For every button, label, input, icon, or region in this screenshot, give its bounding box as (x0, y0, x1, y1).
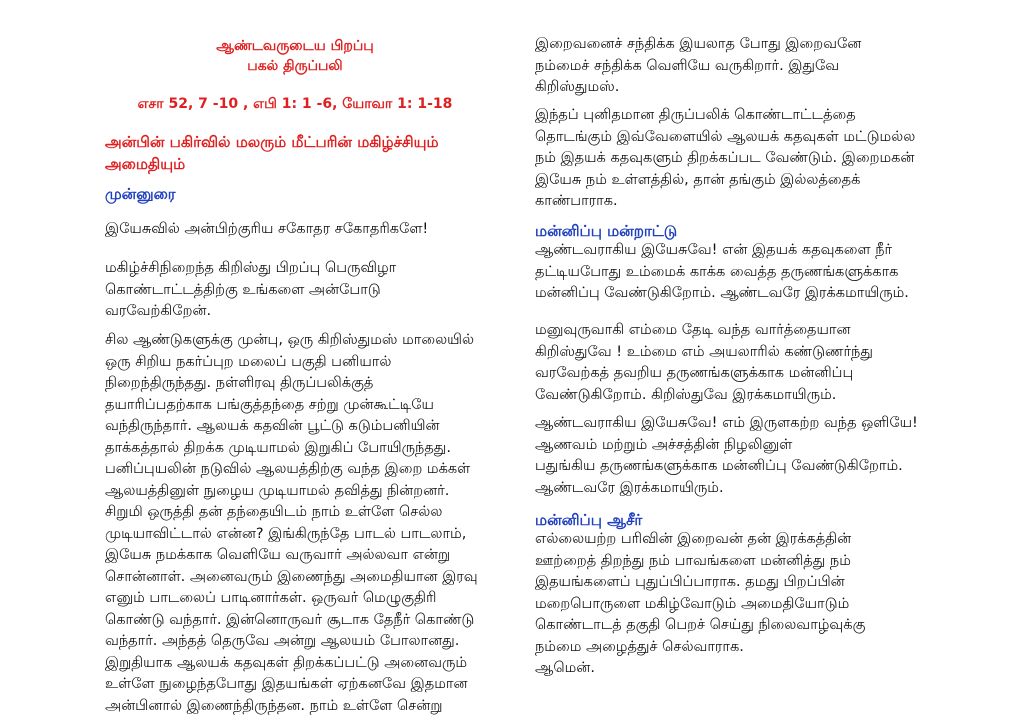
absolution-text: எல்லையற்ற பரிவின் இறைவன் தன் இரக்கத்தின் ஊற்றைத் திறந்து நம் பாவங்களை மன்னித்து நம் இதயங்களைப் புதுப்பிப்பாராக. தமது பிறப்பின் மறைபொருளை மகிழ்வோடும் அமைதியோடும் கொண்டாடத் தகுதி பெறச் செய்து நிலைவாழ்வுக்கு நம்மை அழைத்துச் செல்வாராக. ஆமென். (535, 531, 866, 676)
penitential-invocation-3: ஆண்டவராகிய இயேசுவே! எம் இருளகற்ற வந்த ஒளியே! ஆணவம் மற்றும் அச்சத்தின் நிழலினுள் பதுங்கிய தருணங்களுக்காக மன்னிப்பு வேண்டுகிறோம். ஆண்டவரே இரக்கமாயிரும். (535, 415, 918, 496)
intro-paragraph-3: இறைவனைச் சந்திக்க இயலாத போது இறைவனே நம்மைச் சந்திக்க வெளியே வருகிறார். இதுவே கிறிஸ்துமஸ். (535, 36, 862, 95)
penitential-heading: மன்னிப்பு மன்றாட்டு (535, 222, 678, 240)
scripture-reference: எசா 52, 7 -10 , எபி 1: 1 -6, யோவா 1: 1-18 (137, 96, 453, 112)
absolution-heading: மன்னிப்பு ஆசீர் (535, 511, 643, 529)
title-line-2: பகல் திருப்பலி (247, 58, 343, 74)
theme-heading: அன்பின் பகிர்வில் மலரும் மீட்பரின் மகிழ்ச்சியும் அமைதியும் (105, 133, 439, 173)
greeting-text: இயேசுவில் அன்பிற்குரிய சகோதர சகோதரிகளே! (105, 221, 429, 237)
intro-heading: முன்னுரை (105, 185, 176, 203)
penitential-invocation-2: மனுவுருவாகி எம்மை தேடி வந்த வார்த்தையான கிறிஸ்துவே ! உம்மை எம் அயலாரில் கண்டுணர்ந்து வரவேற்கத் தவறிய தருணங்களுக்காக மன்னிப்பு வேண்டுகிறோம். கிறிஸ்துவே இரக்கமாயிரும். (535, 322, 873, 403)
intro-paragraph-2: சில ஆண்டுகளுக்கு முன்பு, ஒரு கிறிஸ்துமஸ் மாலையில் ஒரு சிறிய நகர்ப்புற மலைப் பகுதி பனியால் நிறைந்திருந்தது. நள்ளிரவு திருப்பலிக்குத் தயாரிப்பதற்காக பங்குத்தந்தை சற்று முன்கூட்டியே வந்திருந்தார். ஆலயக் கதவின் பூட்டு கடும்பனியின் தாக்கத்தால் திறக்க முடியாமல் இறுகிப் போயிருந்தது. பனிப்புயலின் நடுவில் ஆலயத்திற்கு வந்த இறை மக்கள் ஆலயத்தினுள் நுழைய முடியாமல் தவித்து நின்றனர். சிறுமி ஒருத்தி தன் தந்தையிடம் நாம் உள்ளே செல்ல முடியாவிட்டால் என்ன? இங்கிருந்தே பாடல் பாடலாம், இயேசு நமக்காக வெளியே வருவார் அல்லவா என்று சொன்னாள். அனைவரும் இணைந்து அமைதியான இரவு எனும் பாடலைப் பாடினார்கள். ஒருவர் மெழுகுதிரி கொண்டு வந்தார். இன்னொருவர் சூடாக தேநீர் கொண்டு வந்தார். அந்தத் தெருவே அன்று ஆலயம் போலானது. இறுதியாக ஆலயக் கதவுகள் திறக்கப்பட்டு அனைவரும் உள்ளே நுழைந்தபோது இதயங்கள் ஏற்கனவே இதமான அன்பினால் இணைந்திருந்தன. நாம் உள்ளே சென்று (105, 332, 478, 714)
document-title (105, 36, 485, 76)
penitential-invocation-1: ஆண்டவராகிய இயேசுவே! என் இதயக் கதவுகளை நீர் தட்டியபோது உம்மைக் காக்க வைத்த தருணங்களுக்காக மன்னிப்பு வேண்டுகிறோம். ஆண்டவரே இரக்கமாயிரும். (535, 242, 909, 301)
intro-paragraph-4: இந்தப் புனிதமான திருப்பலிக் கொண்டாட்டத்தை தொடங்கும் இவ்வேளையில் ஆலயக் கதவுகள் மட்டுமல்ல நம் இதயக் கதவுகளும் திறக்கப்பட வேண்டும். இறைமகன் இயேசு நம் உள்ளத்தில், தான் தங்கும் இல்லத்தைக் காண்பாராக. (535, 107, 916, 209)
intro-paragraph-1: மகிழ்ச்சிநிறைந்த கிறிஸ்து பிறப்பு பெருவிழா கொண்டாட்டத்திற்கு உங்களை அன்போடு வரவேற்கிறேன். (105, 260, 397, 319)
title-line-1: ஆண்டவருடைய பிறப்பு (216, 38, 374, 54)
